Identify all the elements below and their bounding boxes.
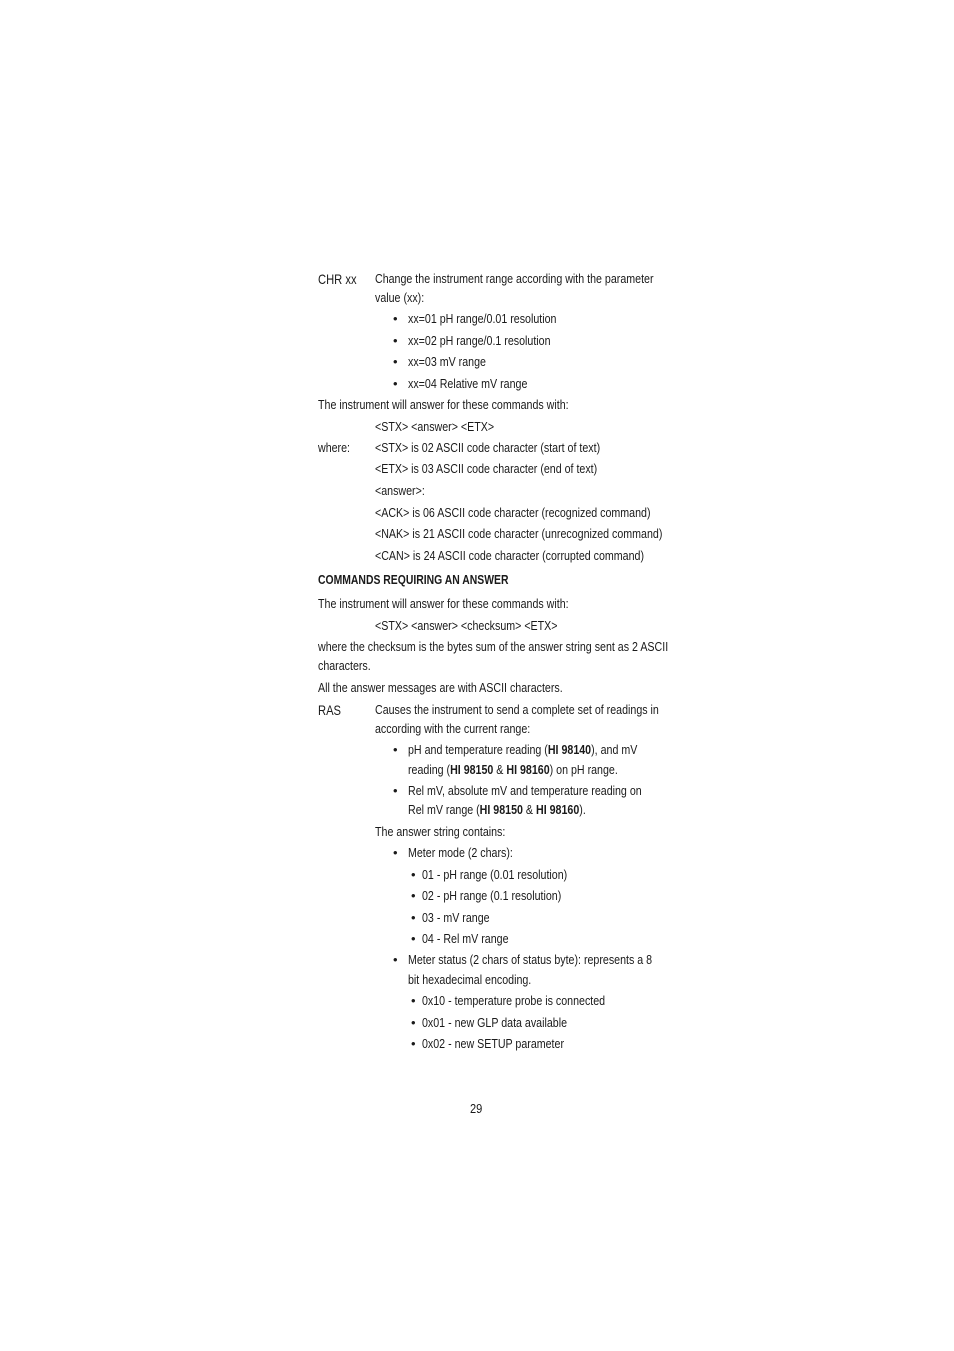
bullet-icon: • <box>393 742 398 757</box>
chr-command: CHR xx <box>318 271 357 287</box>
where-label: where: <box>318 440 351 455</box>
status-item: 0x10 - temperature probe is connected <box>422 993 606 1008</box>
model-hi98160: HI 98160 <box>506 762 550 777</box>
chr-option: xx=01 pH range/0.01 resolution <box>408 311 557 326</box>
ack-definition: <ACK> is 06 ASCII code character (recognized command) <box>375 505 651 520</box>
chr-option: xx=03 mV range <box>408 354 486 369</box>
ras-description-line2: according with the current range: <box>375 721 531 736</box>
bullet-icon: • <box>411 993 416 1008</box>
answer-contains: The answer string contains: <box>375 824 506 839</box>
mode-item: 02 - pH range (0.1 resolution) <box>422 888 562 903</box>
section-intro: The instrument will answer for these commands with: <box>318 596 569 611</box>
model-hi98150: HI 98150 <box>450 762 494 777</box>
status-item: 0x01 - new GLP data available <box>422 1015 567 1030</box>
checksum-note-line1: where the checksum is the bytes sum of the answer string sent as 2 ASCII <box>318 639 669 654</box>
bullet-icon: • <box>393 376 398 391</box>
ras-bullet2-line2: Rel mV range (HI 98150 & HI 98160). <box>408 802 586 817</box>
chr-option: xx=04 Relative mV range <box>408 376 528 391</box>
ascii-note: All the answer messages are with ASCII characters. <box>318 680 563 695</box>
model-hi98140: HI 98140 <box>547 742 592 757</box>
bullet-icon: • <box>393 845 398 860</box>
bullet-icon: • <box>411 888 416 903</box>
ras-description-line1: Causes the instrument to send a complete set of readings in <box>375 702 659 717</box>
bullet-icon: • <box>393 311 398 326</box>
bullet-icon: • <box>411 931 416 946</box>
etx-definition: <ETX> is 03 ASCII code character (end of text) <box>375 461 598 476</box>
bullet-icon: • <box>411 867 416 882</box>
meter-status-line2: bit hexadecimal encoding. <box>408 972 532 987</box>
nak-definition: <NAK> is 21 ASCII code character (unrecognized command) <box>375 526 663 541</box>
model-hi98160: HI 98160 <box>535 802 580 817</box>
bullet-icon: • <box>393 952 398 967</box>
answer-format: <STX> <answer> <ETX> <box>375 419 495 434</box>
ras-bullet1-line2: reading (HI 98150 & HI 98160) on pH range. <box>408 762 618 777</box>
ras-bullet1-line1: pH and temperature reading (HI 98140), and mV <box>408 742 638 757</box>
meter-status-line1: Meter status (2 chars of status byte): represents a 8 <box>408 952 653 967</box>
status-item: 0x02 - new SETUP parameter <box>422 1036 565 1051</box>
answer-intro: The instrument will answer for these commands with: <box>318 397 569 412</box>
checksum-format: <STX> <answer> <checksum> <ETX> <box>375 618 558 633</box>
bullet-icon: • <box>393 333 398 348</box>
bullet-icon: • <box>411 910 416 925</box>
chr-description-line1: Change the instrument range according with the parameter <box>375 271 654 286</box>
mode-item: 04 - Rel mV range <box>422 931 509 946</box>
ras-command: RAS <box>318 702 342 718</box>
checksum-note-line2: characters. <box>318 658 371 673</box>
meter-mode: Meter mode (2 chars): <box>408 845 513 860</box>
mode-item: 01 - pH range (0.01 resolution) <box>422 867 568 882</box>
answer-label: <answer>: <box>375 483 425 498</box>
model-hi98150: HI 98150 <box>479 802 523 817</box>
stx-definition: <STX> is 02 ASCII code character (start of text) <box>375 440 601 455</box>
bullet-icon: • <box>393 783 398 798</box>
mode-item: 03 - mV range <box>422 910 490 925</box>
bullet-icon: • <box>393 354 398 369</box>
can-definition: <CAN> is 24 ASCII code character (corrupted command) <box>375 548 644 563</box>
page-number: 29 <box>470 1101 483 1116</box>
bullet-icon: • <box>411 1015 416 1030</box>
chr-option: xx=02 pH range/0.1 resolution <box>408 333 551 348</box>
ras-bullet2-line1: Rel mV, absolute mV and temperature reading on <box>408 783 642 798</box>
chr-description-line2: value (xx): <box>375 290 425 305</box>
bullet-icon: • <box>411 1036 416 1051</box>
section-heading: COMMANDS REQUIRING AN ANSWER <box>318 572 509 587</box>
